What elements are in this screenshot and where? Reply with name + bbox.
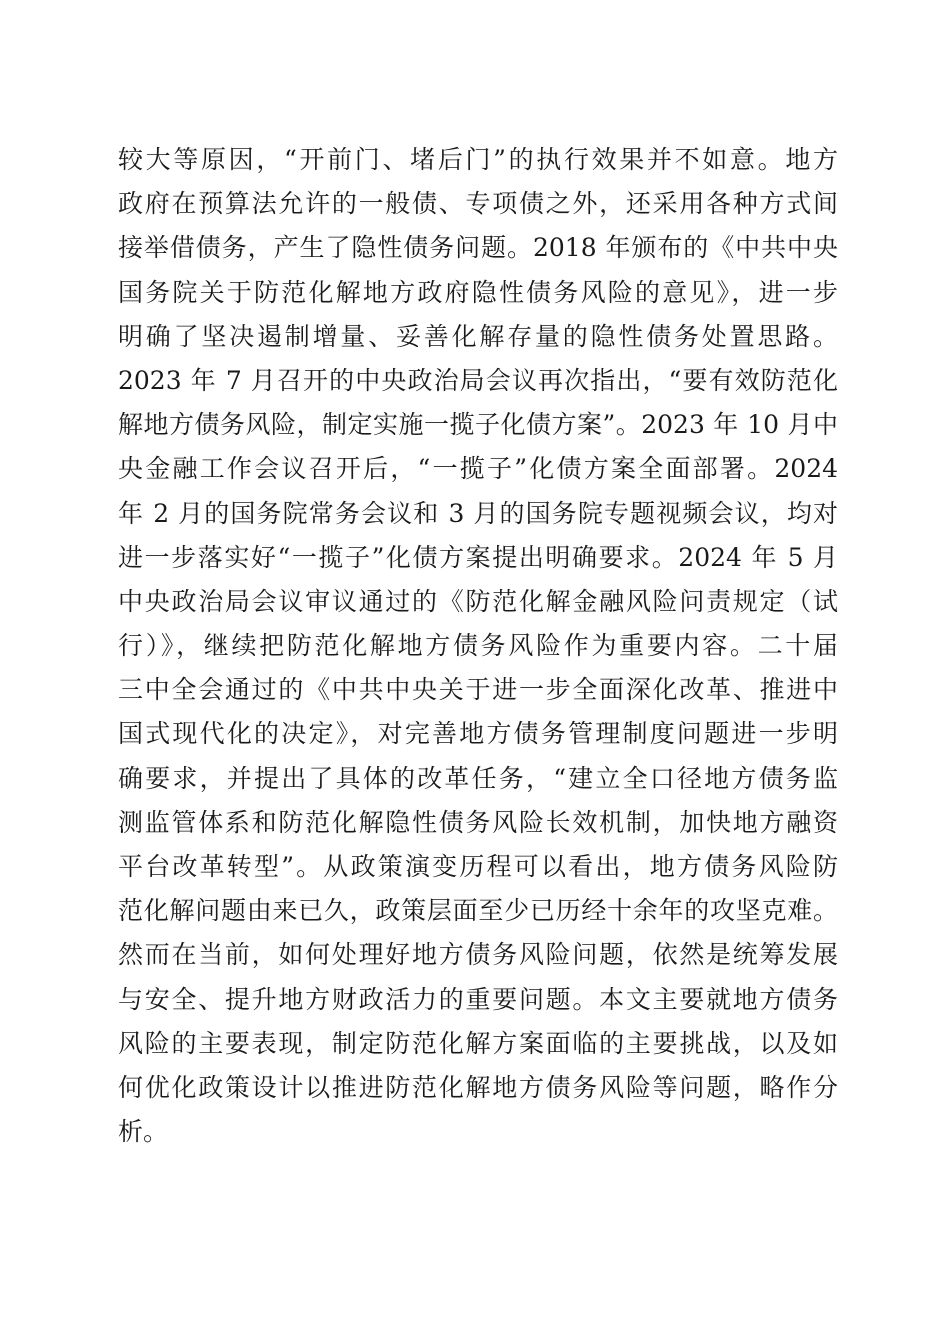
paragraph-line: 风险的主要表现，制定防范化解方案面临的主要挑战，以及如 — [118, 1028, 838, 1058]
paragraph-line: 央金融工作会议召开后，“一揽子”化债方案全面部署。2024 — [118, 454, 838, 484]
paragraph-line: 中央政治局会议审议通过的《防范化解金融风险问责规定（试 — [118, 586, 838, 616]
paragraph-line: 析。 — [118, 1117, 169, 1147]
paragraph-line: 2023 年 7 月召开的中央政治局会议再次指出，“要有效防范化 — [118, 365, 838, 395]
paragraph-line: 然而在当前，如何处理好地方债务风险问题，依然是统筹发展 — [118, 940, 838, 970]
paragraph-line: 进一步落实好“一揽子”化债方案提出明确要求。2024 年 5 月 — [118, 542, 838, 572]
paragraph-line: 国务院关于防范化解地方政府隐性债务风险的意见》，进一步 — [118, 277, 838, 307]
paragraph-line: 年 2 月的国务院常务会议和 3 月的国务院专题视频会议，均对 — [118, 498, 838, 528]
paragraph-line: 确要求，并提出了具体的改革任务，“建立全口径地方债务监 — [118, 763, 838, 793]
paragraph-line: 政府在预算法允许的一般债、专项债之外，还采用各种方式间 — [118, 189, 838, 219]
paragraph-line: 明确了坚决遏制增量、妥善化解存量的隐性债务处置思路。 — [118, 321, 838, 351]
paragraph-line: 三中全会通过的《中共中央关于进一步全面深化改革、推进中 — [118, 675, 838, 705]
paragraph-line: 测监管体系和防范化解隐性债务风险长效机制，加快地方融资 — [118, 807, 838, 837]
paragraph-line: 接举借债务，产生了隐性债务问题。2018 年颁布的《中共中央 — [118, 233, 838, 263]
body-paragraph — [118, 138, 838, 1154]
paragraph-line: 行）》，继续把防范化解地方债务风险作为重要内容。二十届 — [118, 631, 838, 661]
paragraph-line: 国式现代化的决定》，对完善地方债务管理制度问题进一步明 — [118, 719, 838, 749]
paragraph-line: 解地方债务风险，制定实施一揽子化债方案”。2023 年 10 月中 — [118, 410, 838, 440]
paragraph-line: 与安全、提升地方财政活力的重要问题。本文主要就地方债务 — [118, 984, 838, 1014]
paragraph-line: 何优化政策设计以推进防范化解地方债务风险等问题，略作分 — [118, 1072, 838, 1102]
paragraph-line: 较大等原因，“开前门、堵后门”的执行效果并不如意。地方 — [118, 145, 838, 174]
paragraph-line: 范化解问题由来已久，政策层面至少已历经十余年的攻坚克难。 — [118, 896, 838, 926]
paragraph-line: 平台改革转型”。从政策演变历程可以看出，地方债务风险防 — [118, 852, 838, 881]
